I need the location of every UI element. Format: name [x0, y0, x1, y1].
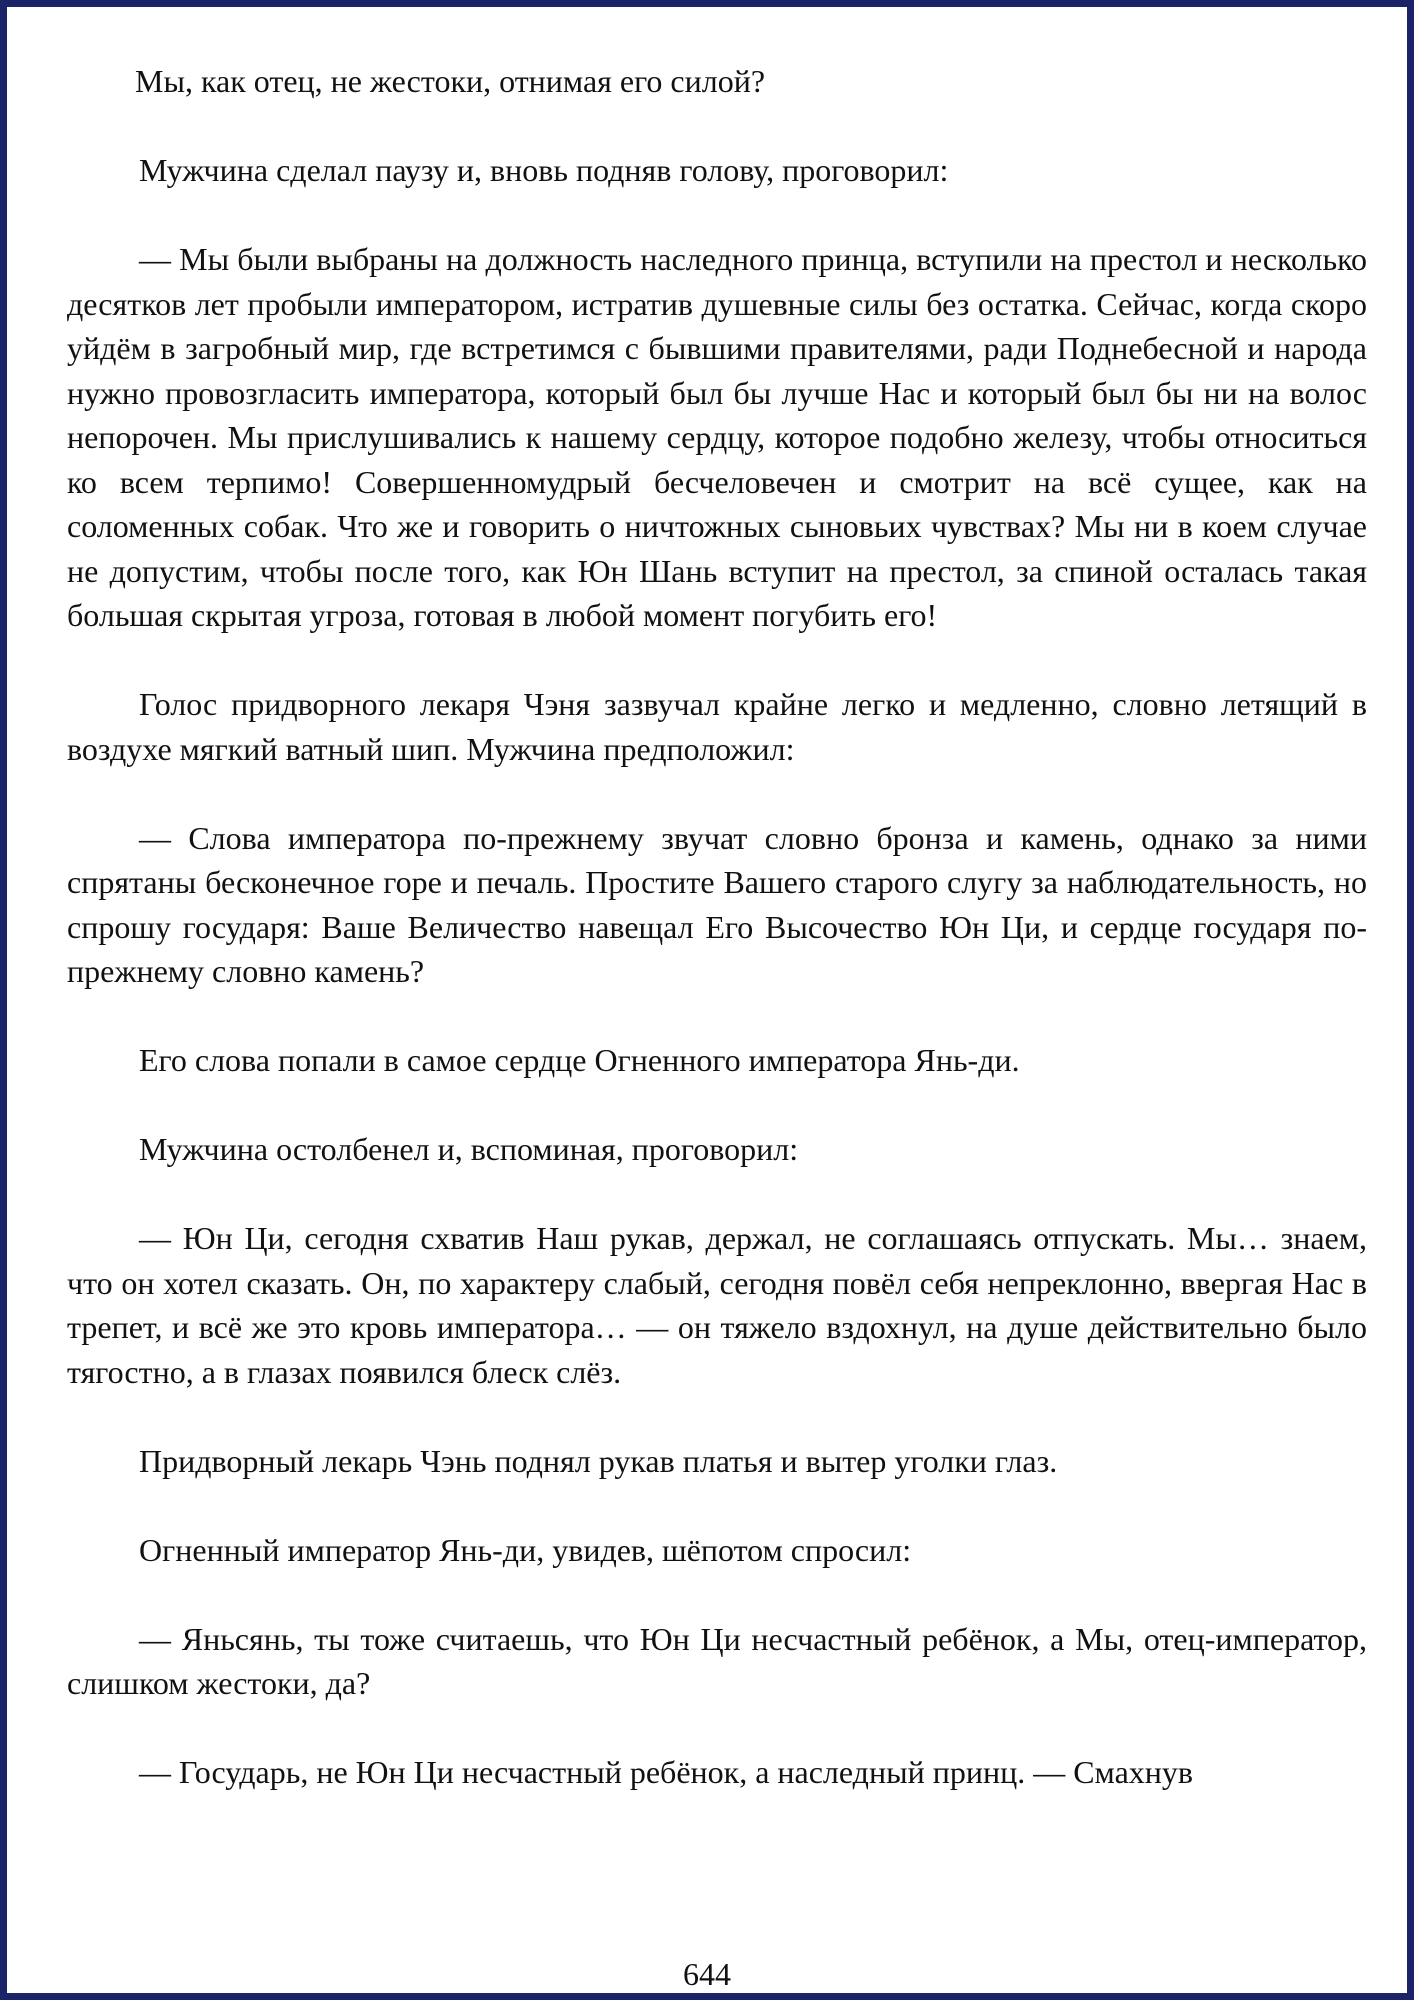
paragraph: Придворный лекарь Чэнь поднял рукав платья и вытер уголки глаз. — [139, 1442, 1058, 1479]
paragraph: — Яньсянь, ты тоже считаешь, что Юн Ци несчастный ребёнок, а Мы, отец-император, слишком жестоки, да? — [67, 1620, 1367, 1701]
paragraph: — Слова императора по-прежнему звучат словно бронза и камень, однако за ними спрятаны бесконечное горе и печаль. Простите Вашего старого слугу за наблюдательность, но спрошу государя: Ваше Величество навещал Его Высочество Юн Ци, и сердце государя по-прежнему словно камень? — [67, 819, 1367, 989]
paragraph: — Государь, не Юн Ци несчастный ребёнок, а наследный принц. — Смахнув — [139, 1754, 1194, 1790]
paragraph: Мужчина остолбенел и, вспоминая, проговорил: — [139, 1131, 799, 1167]
paragraph: — Мы были выбраны на должность наследного принца, вступили на престол и несколько десятков лет пробыли императором, истратив душевные силы без остатка. Сейчас, когда скоро уйдём в загробный мир, где встретимся с бывшими правителями, ради Поднебесной и народа нужно провозгласить императора, который был бы лучше Нас и который был бы ни на волос непорочен. Мы прислушивались к нашему сердцу, которое подобно железу, чтобы относиться ко всем терпимо! Совершенномудрый бесчеловечен и смотрит на всё сущее, как на соломенных собак. Что же и говорить о ничтожных сыновьих чувствах? Мы ни в коем случае не допустим, чтобы после того, как Юн Шань вступит на престол, за спиной осталась такая большая скрытая угроза, готовая в любой момент погубить его! — [67, 241, 1367, 633]
paragraph: Мужчина сделал паузу и, вновь подняв голову, проговорил: — [139, 152, 949, 188]
paragraph: Огненный император Янь-ди, увидев, шёпотом спросил: — [139, 1531, 912, 1568]
page-text — [67, 59, 1367, 1839]
paragraph: Мы, как отец, не жестоки, отнимая его силой? — [135, 63, 766, 99]
page-number: 644 — [683, 1956, 731, 1992]
paragraph: Голос придворного лекаря Чэня зазвучал крайне легко и медленно, словно летящий в воздухе мягкий ватный шип. Мужчина предположил: — [67, 686, 1367, 767]
paragraph: — Юн Ци, сегодня схватив Наш рукав, держал, не соглашаясь отпускать. Мы… знаем, что он хотел сказать. Он, по характеру слабый, сегодня повёл себя непреклонно, ввергая Нас в трепет, и всё же это кровь императора… — он тяжело вздохнул, на душе действительно было тягостно, а в глазах появился блеск слёз. — [67, 1220, 1367, 1390]
paragraph: Его слова попали в самое сердце Огненного императора Янь-ди. — [139, 1042, 1020, 1078]
